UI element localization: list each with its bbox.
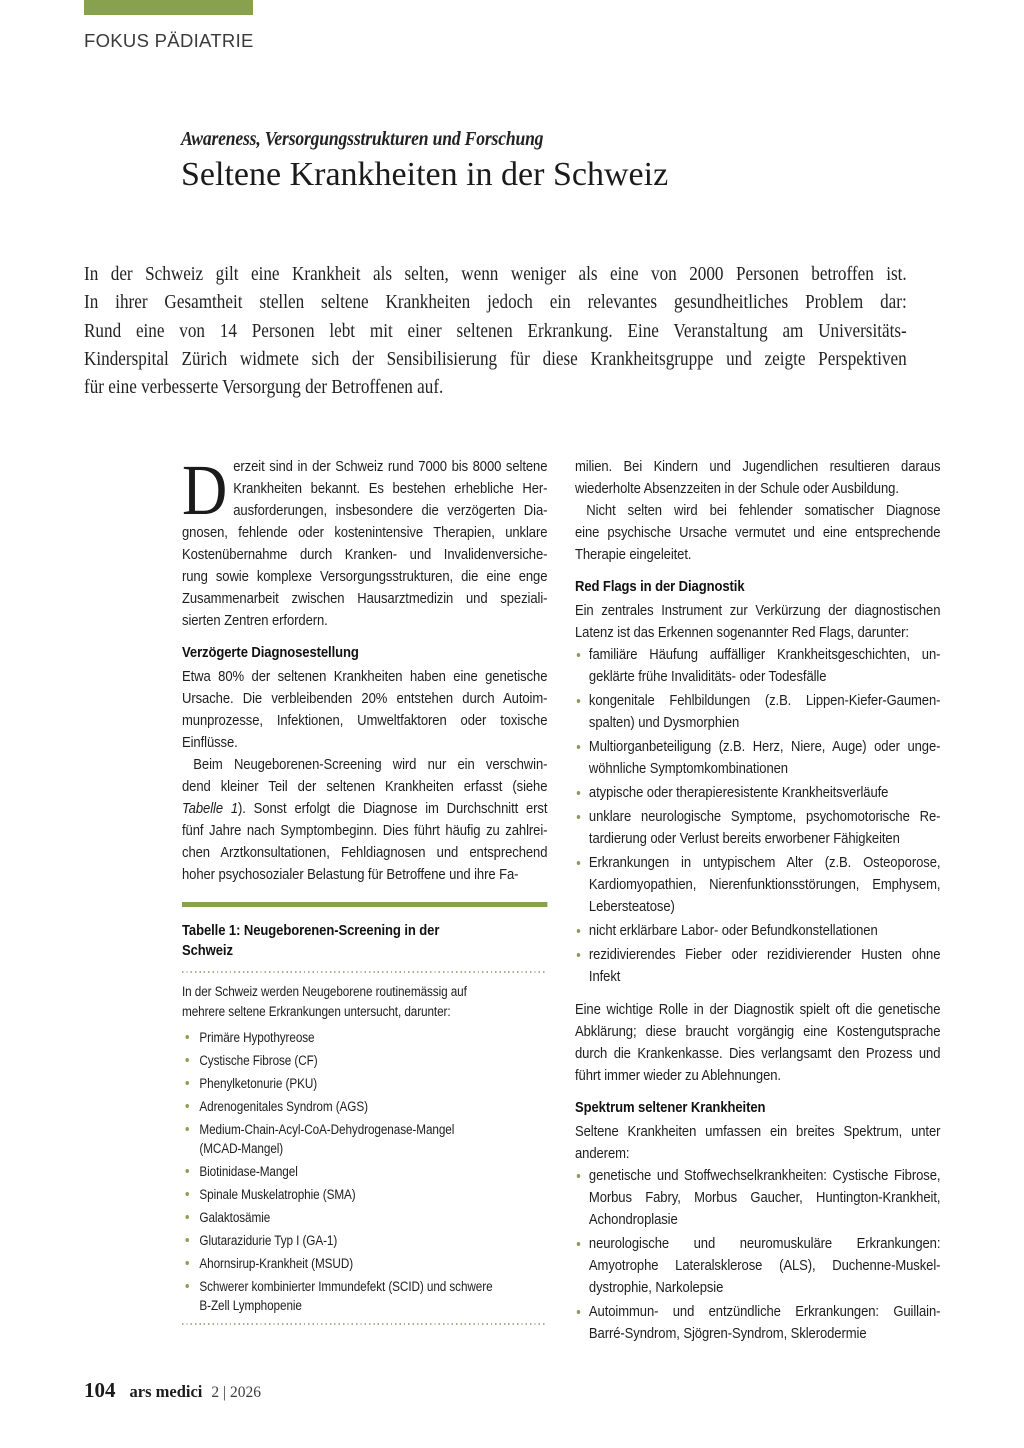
bullet-dot [577, 1174, 580, 1178]
heading-red-flags: Red Flags in der Diagnostik [575, 578, 745, 595]
dotted-divider [182, 1323, 547, 1325]
list-item [575, 782, 940, 804]
bullet-dot [185, 1169, 188, 1173]
left-column [182, 450, 548, 1334]
list-item [575, 920, 940, 942]
page-number: 104 [84, 1378, 116, 1402]
list-item [182, 1097, 547, 1116]
paragraph-text: Eine wichtige Rolle in der Diagnostik spielt oft die genetische Abklärung; diese braucht vorgängig eine Kostengutsprache durch die Krankenkasse. Dies verlangsamt den Prozess und führt immer wieder zu Ablehnungen. [575, 1001, 941, 1084]
paragraph-text: erzeit sind in der Schweiz rund 7000 bis 8000 seltene Krankheiten bekannt. Es bestehen erhebliche Her- ausforderungen, insbesondere die verzögerten Dia- gnosen, fehlende oder kostenintensive Therapien, unklare Kostenübernahme durch Kranken- und Invalidenversiche- rung sowie komplexe Versorgungsstrukturen, die eine enge Zusammenarbeit zwischen Hausarztmedizin und speziali- sierten Zentren erfordern. [182, 458, 548, 629]
bullet-dot [577, 791, 580, 795]
paragraph [575, 456, 940, 500]
list-item [182, 1074, 547, 1093]
paragraph [575, 500, 940, 566]
list-item-text: Spinale Muskelatrophie (SMA) [199, 1187, 356, 1202]
bullet-dot [577, 929, 580, 933]
drop-cap: D [182, 450, 228, 530]
article-title: Seltene Krankheiten in der Schweiz [181, 156, 669, 193]
list-item [575, 1301, 940, 1345]
bullet-dot [577, 1242, 580, 1246]
list-item-text: Multiorganbeteiligung (z.B. Herz, Niere, Auge) oder unge- wöhnliche Symptomkombinationen [588, 738, 941, 777]
table-intro: In der Schweiz werden Neugeborene routinemässig auf mehrere seltene Erkrankungen untersucht, darunter: [182, 984, 467, 1019]
bullet-dot [185, 1261, 188, 1265]
heading-spectrum: Spektrum seltener Krankheiten [575, 1099, 766, 1116]
list-item [182, 1028, 547, 1047]
red-flags-list [575, 644, 940, 988]
list-item [575, 944, 940, 988]
list-item [182, 1051, 547, 1070]
dotted-divider [182, 971, 547, 973]
list-item [575, 806, 940, 850]
bullet-dot [185, 1192, 188, 1196]
list-item-text: Primäre Hypothyreose [199, 1030, 315, 1045]
table-1-box [182, 902, 547, 1325]
list-item-text: kongenitale Fehlbildungen (z.B. Lippen-Kiefer-Gaumen- spalten) und Dysmorphien [588, 692, 941, 731]
list-item-text: Glutarazidurie Typ I (GA-1) [199, 1233, 338, 1248]
paragraph-text: Nicht selten wird bei fehlender somatischer Diagnose eine psychische Ursache vermutet und eine entsprechende Therapie eingeleitet. [575, 502, 941, 563]
bullet-dot [185, 1104, 188, 1108]
paragraph [182, 666, 547, 754]
bullet-dot [185, 1238, 188, 1242]
list-item [575, 1165, 940, 1231]
list-item [575, 1233, 940, 1299]
table-top-rule [182, 902, 547, 907]
bullet-dot [577, 699, 580, 703]
screening-list [182, 1028, 547, 1315]
list-item [575, 852, 940, 918]
bullet-dot [577, 953, 580, 957]
list-item-text: Schwerer kombinierter Immundefekt (SCID) und schwere B-Zell Lymphopenie [199, 1279, 493, 1313]
list-item-text: nicht erklärbare Labor- oder Befundkonstellationen [588, 922, 878, 939]
list-item-text: genetische und Stoffwechselkrankheiten: Cystische Fibrose, Morbus Fabry, Morbus Gaucher, Huntington-Krankheit, Achondroplasie [588, 1167, 941, 1228]
list-item-text: Biotinidase-Mangel [199, 1164, 298, 1179]
paragraph-text: Seltene Krankheiten umfassen ein breites Spektrum, unter anderem: [575, 1123, 941, 1162]
list-item-text: familiäre Häufung auffälliger Krankheitsgeschichten, un- geklärte frühe Invaliditäts- oder Todesfälle [588, 646, 941, 685]
journal-name: ars medici [129, 1382, 203, 1401]
list-item-text: Galaktosämie [199, 1210, 271, 1225]
bullet-dot [577, 1310, 580, 1314]
paragraph-text: Beim Neugeborenen-Screening wird nur ein verschwin- dend kleiner Teil der seltenen Krankheiten erfasst (siehe Tabelle 1). Sonst erfolgt die Diagnose im Durchschnitt erst fünf Jahre nach Symptombeginn. Dies führt häufig zu zahlrei- chen Arztkonsultationen, Fehldiagnosen und entsprechend hoher psychosozialer Belastung für Betroffene und ihre Fa- [182, 756, 548, 883]
list-item [182, 1208, 547, 1227]
bullet-dot [577, 861, 580, 865]
list-item-text: Medium-Chain-Acyl-CoA-Dehydrogenase-Mangel (MCAD-Mangel) [199, 1122, 455, 1156]
kicker-accent-bar [84, 0, 253, 15]
list-item-text: neurologische und neuromuskuläre Erkrankungen: Amyotrophe Lateralsklerose (ALS), Duchenne-Muskel- dystrophie, Narkolepsie [588, 1235, 941, 1296]
issue-label: 2 | 2026 [211, 1384, 261, 1401]
list-item [182, 1231, 547, 1250]
bullet-dot [185, 1284, 188, 1288]
list-item [182, 1120, 547, 1158]
list-item [575, 644, 940, 688]
bullet-dot [577, 653, 580, 657]
list-item [182, 1254, 547, 1273]
right-column [575, 456, 940, 1347]
paragraph-text: Ein zentrales Instrument zur Verkürzung der diagnostischen Latenz ist das Erkennen sogenannter Red Flags, darunter: [575, 602, 941, 641]
paragraph-text: Etwa 80% der seltenen Krankheiten haben eine genetische Ursache. Die verbleibenden 20% entstehen durch Autoim- munprozesse, Infektionen, Umweltfaktoren oder toxische Einflüsse. [182, 668, 548, 751]
list-item [182, 1162, 547, 1181]
list-item-text: Phenylketonurie (PKU) [199, 1076, 318, 1091]
bullet-dot [577, 745, 580, 749]
table-title: Tabelle 1: Neugeborenen-Screening in der Schweiz [182, 922, 440, 959]
article-eyebrow: Awareness, Versorgungsstrukturen und Forschung [181, 128, 544, 150]
page-footer [84, 1378, 261, 1403]
bullet-dot [185, 1058, 188, 1062]
heading-delayed-diagnosis: Verzögerte Diagnosestellung [182, 644, 359, 661]
list-item [182, 1277, 547, 1315]
list-item [575, 690, 940, 734]
bullet-dot [185, 1035, 188, 1039]
bullet-dot [185, 1215, 188, 1219]
paragraph-text: milien. Bei Kindern und Jugendlichen resultieren daraus wiederholte Absenzzeiten in der Schule oder Ausbildung. [575, 458, 941, 497]
paragraph [182, 754, 547, 886]
list-item-text: Cystische Fibrose (CF) [199, 1053, 318, 1068]
spectrum-list [575, 1165, 940, 1345]
bullet-dot [577, 815, 580, 819]
list-item [575, 736, 940, 780]
list-item-text: Erkrankungen in untypischem Alter (z.B. Osteoporose, Kardiomyopathien, Nierenfunktionsstörungen, Emphysem, Lebersteatose) [588, 854, 941, 915]
paragraph [575, 1121, 940, 1165]
paragraph [575, 999, 940, 1087]
paragraph-intro [182, 450, 548, 632]
list-item-text: Autoimmun- und entzündliche Erkrankungen: Guillain- Barré-Syndrom, Sjögren-Syndrom, Sklerodermie [588, 1303, 941, 1342]
section-kicker: FOKUS PÄDIATRIE [84, 30, 254, 51]
list-item-text: Ahornsirup-Krankheit (MSUD) [199, 1256, 354, 1271]
list-item-text: rezidivierendes Fieber oder rezidivierender Husten ohne Infekt [588, 946, 941, 985]
list-item [182, 1185, 547, 1204]
list-item-text: Adrenogenitales Syndrom (AGS) [199, 1099, 368, 1114]
lead-paragraph: In der Schweiz gilt eine Krankheit als selten, wenn weniger als eine von 2000 Personen betroffen ist. In ihrer Gesamtheit stellen seltene Krankheiten jedoch ein relevantes gesundheitliches Problem dar: Rund eine von 14 Personen lebt mit einer seltenen Erkrankung. Eine Veranstaltung am Universitäts- Kinderspital Zürich widmete sich der Sensibilisierung für diese Krankheitsgruppe und zeigte Perspektiven für eine verbesserte Versorgung der Betroffenen auf. [84, 263, 907, 399]
bullet-dot [185, 1127, 188, 1131]
paragraph [575, 600, 940, 644]
bullet-dot [185, 1081, 188, 1085]
list-item-text: unklare neurologische Symptome, psychomotorische Re- tardierung oder Verlust bereits erworbener Fähigkeiten [588, 808, 941, 847]
list-item-text: atypische oder therapieresistente Krankheitsverläufe [588, 784, 889, 801]
